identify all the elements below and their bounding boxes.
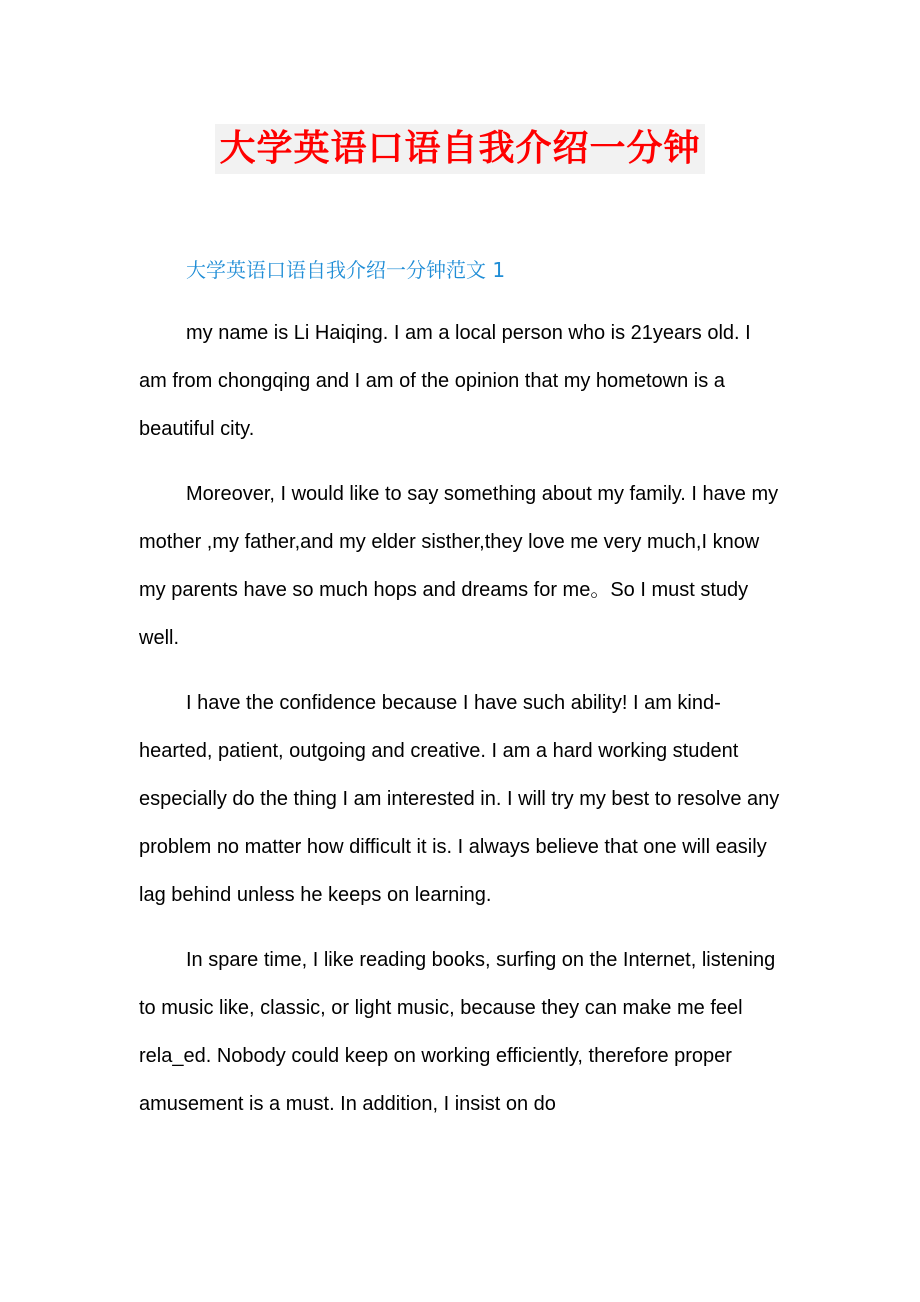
document-title: 大学英语口语自我介绍一分钟 xyxy=(215,124,704,174)
paragraph-1: my name is Li Haiqing. I am a local person who is 21years old. I am from chongqing and I am of the opinion that my hometown is a beautiful city. xyxy=(139,322,751,440)
body-text xyxy=(139,309,784,1145)
section-heading: 大学英语口语自我介绍一分钟范文 1 xyxy=(186,258,506,282)
paragraph-3: I have the confidence because I have such ability! I am kind-hearted, patient, outgoing and creative. I am a hard working student especially do the thing I am interested in. I will try my best to resolve any problem no matter how difficult it is. I always believe that one will easily lag behind unless he keeps on learning. xyxy=(139,692,780,906)
title-container xyxy=(0,124,920,174)
paragraph-4: In spare time, I like reading books, surfing on the Internet, listening to music like, classic, or light music, because they can make me feel rela_ed. Nobody could keep on working efficiently, therefore proper amusement is a must. In addition, I insist on do xyxy=(139,949,776,1115)
paragraph-2: Moreover, I would like to say something about my family. I have my mother ,my father,and my elder sisther,they love me very much,I know my parents have so much hops and dreams for me。So I must study well. xyxy=(139,483,779,649)
